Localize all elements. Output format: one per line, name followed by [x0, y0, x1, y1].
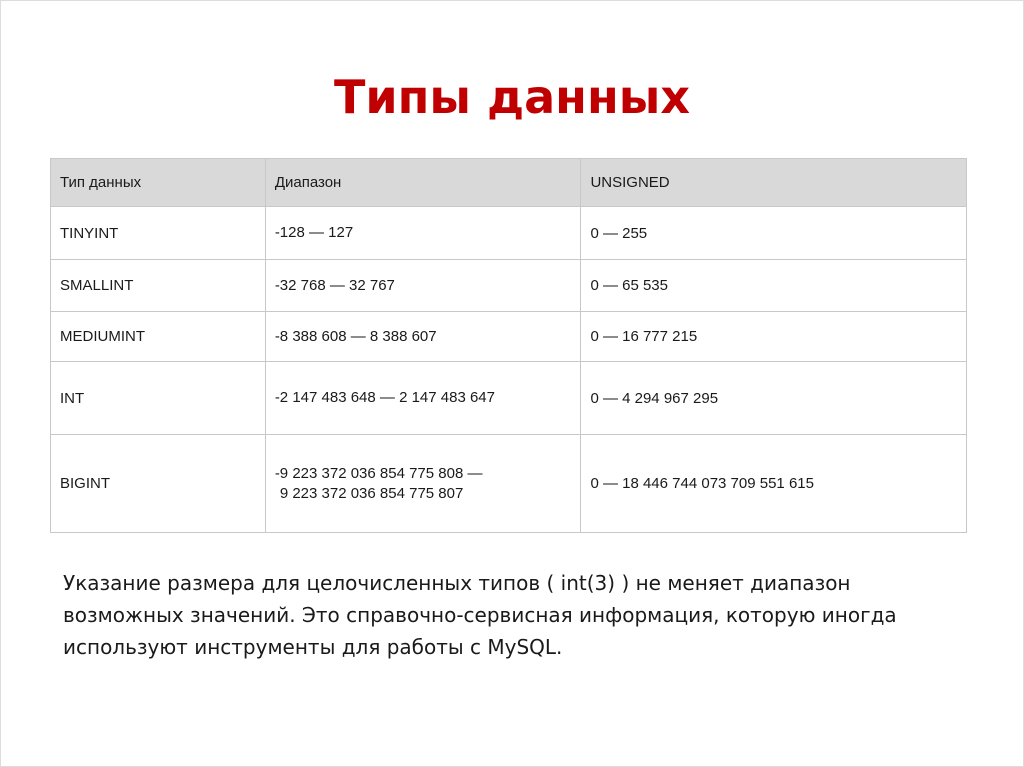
cell-unsigned: 0 — 16 777 215	[581, 312, 967, 362]
table-row	[51, 312, 967, 362]
table-row	[51, 260, 967, 312]
cell-type: BIGINT	[51, 435, 266, 533]
cell-range	[265, 312, 581, 362]
table-row	[51, 435, 967, 533]
table-row	[51, 362, 967, 435]
range-text-line-2: 9 223 372 036 854 775 807	[279, 484, 464, 502]
table-row	[51, 207, 967, 260]
header-unsigned: UNSIGNED	[581, 159, 967, 207]
range-text-line-1: -9 223 372 036 854 775 808 —	[274, 464, 483, 482]
cell-type: MEDIUMINT	[51, 312, 266, 362]
range-text: -128 — 127	[274, 224, 354, 241]
cell-range	[265, 207, 581, 260]
table-header-row	[51, 159, 967, 207]
cell-unsigned: 0 — 255	[581, 207, 967, 260]
header-type: Тип данных	[51, 159, 266, 207]
range-text: -8 388 608 — 8 388 607	[274, 327, 437, 345]
cell-type: INT	[51, 362, 266, 435]
data-types-table	[50, 158, 967, 533]
range-text: -2 147 483 648 — 2 147 483 647	[274, 389, 495, 406]
cell-type: SMALLINT	[51, 260, 266, 312]
cell-unsigned: 0 — 4 294 967 295	[581, 362, 967, 435]
range-text: -32 768 — 32 767	[274, 276, 395, 294]
note-line-1: Указание размера для целочисленных типов ( int(3) ) не меняет диапазон	[63, 571, 851, 595]
note-line-3: используют инструменты для работы с MySQL.	[63, 635, 563, 659]
slide-title: Типы данных	[333, 70, 691, 124]
cell-unsigned: 0 — 65 535	[581, 260, 967, 312]
header-range: Диапазон	[265, 159, 581, 207]
cell-range	[265, 435, 581, 533]
cell-type: TINYINT	[51, 207, 266, 260]
cell-range	[265, 260, 581, 312]
note-line-2: возможных значений. Это справочно-сервисная информация, которую иногда	[63, 603, 897, 627]
cell-range	[265, 362, 581, 435]
cell-unsigned: 0 — 18 446 744 073 709 551 615	[581, 435, 967, 533]
note-paragraph	[63, 567, 963, 663]
